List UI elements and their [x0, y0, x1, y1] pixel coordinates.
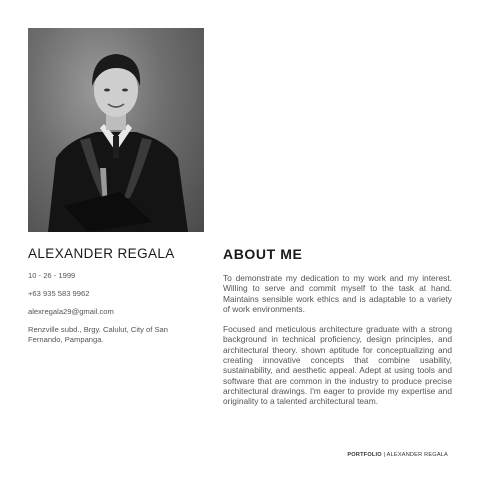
about-me-heading: ABOUT ME: [223, 246, 303, 262]
footer-name: ALEXANDER REGALA: [386, 452, 448, 458]
profile-name: ALEXANDER REGALA: [28, 246, 175, 261]
birth-date: 10 - 26 - 1999: [28, 271, 76, 280]
email-address: alexregala29@gmail.com: [28, 307, 114, 316]
home-address: Renzville subd., Brgy. Calulut, City of San Fernando, Pampanga.: [28, 325, 168, 344]
about-paragraph-2: Focused and meticulous architecture graduate with a strong background in technical proficiency, design principles, and architectural theory. shown aptitude for conceptualizing and creating innovative concepts that combine usability, sustainability, and aesthetic appeal. Adept at using tools and software that are common in the industry to produce precise architectural drawings. I'm eager to provide my expertise and originality to a talented architectural team.: [223, 324, 452, 407]
footer-label: PORTFOLIO: [347, 452, 382, 458]
phone-number: +63 935 583 9962: [28, 289, 90, 298]
profile-photo: [28, 28, 204, 232]
about-paragraph-1: To demonstrate my dedication to my work and my interest. Willing to serve and commit myself to the task at hand. Maintains sensible work ethics and is adaptable to a variety of work environments.: [223, 273, 452, 314]
page-footer: [347, 452, 448, 458]
footer-separator: |: [381, 452, 387, 458]
about-me-section: [223, 273, 452, 417]
